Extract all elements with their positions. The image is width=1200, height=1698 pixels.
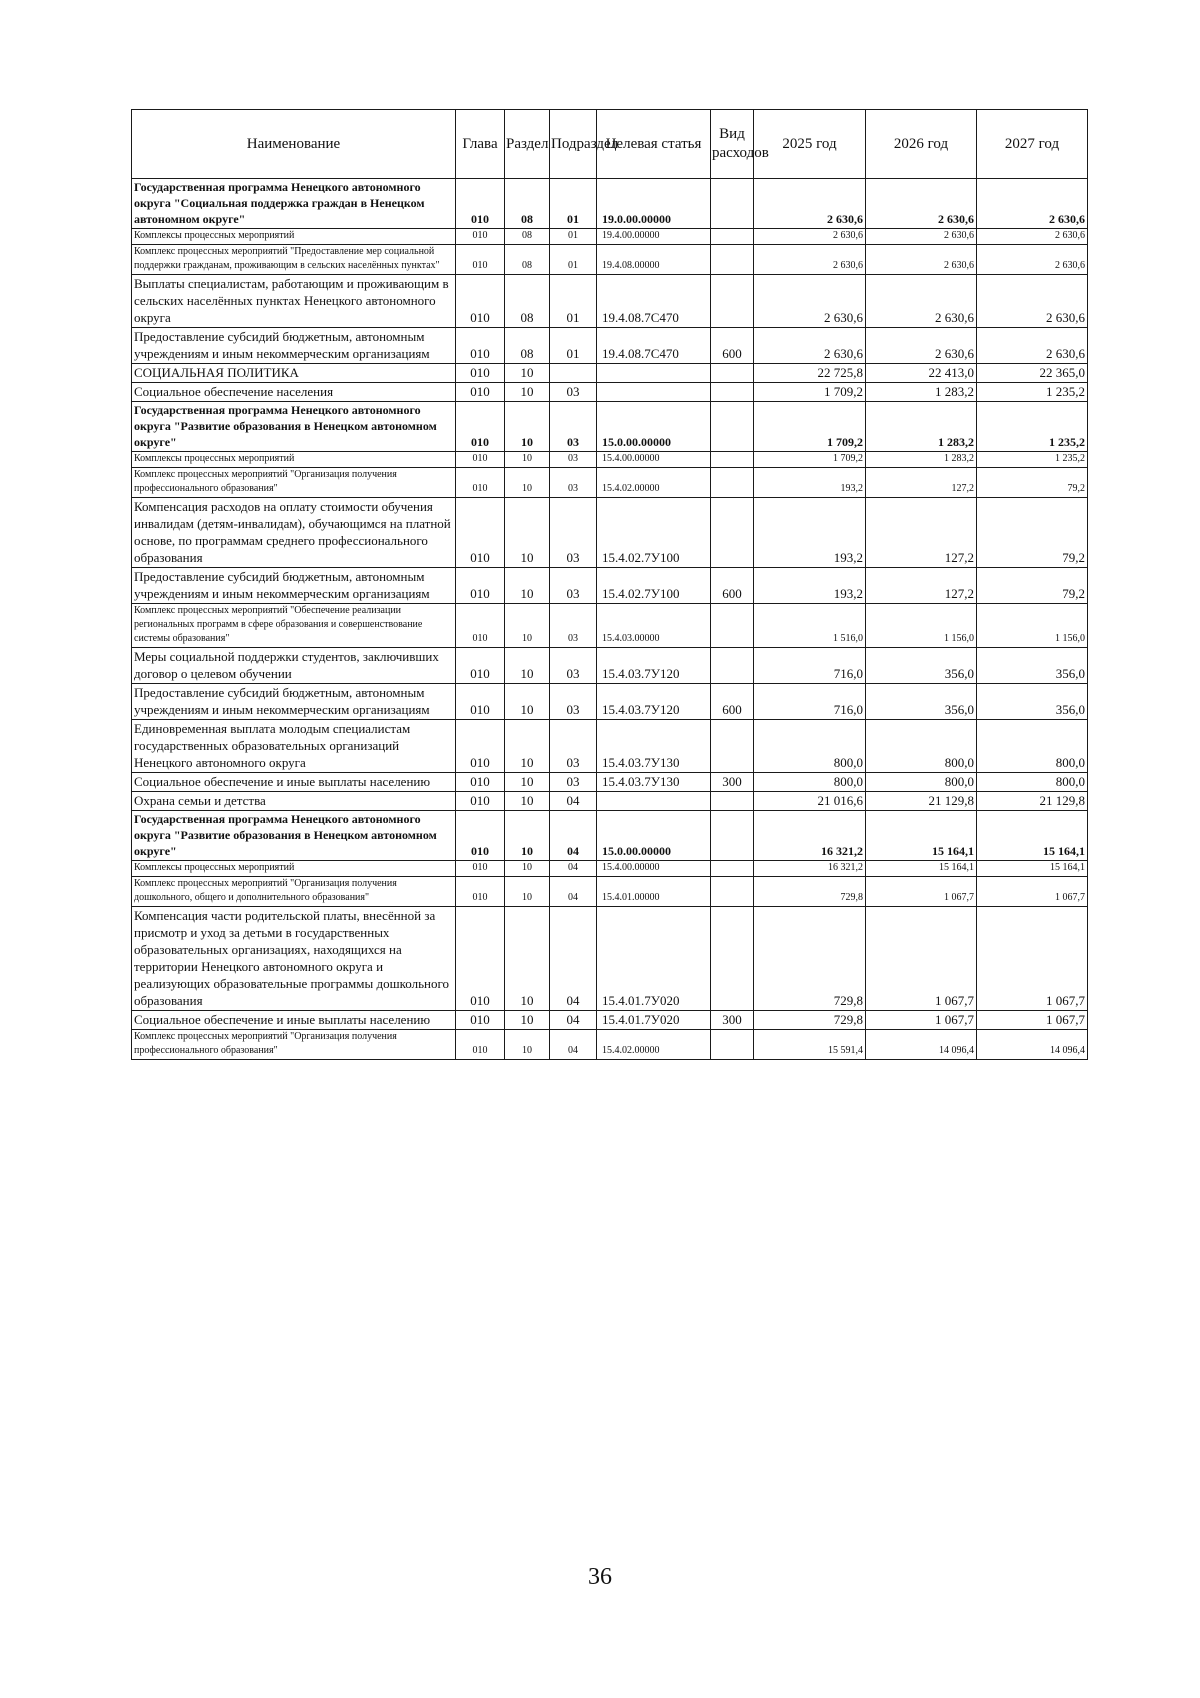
row-2026: 15 164,1 bbox=[866, 861, 977, 877]
row-vid: 600 bbox=[711, 328, 754, 364]
row-2026: 1 283,2 bbox=[866, 402, 977, 452]
row-vid bbox=[711, 877, 754, 907]
row-razdel: 10 bbox=[505, 1030, 550, 1060]
row-target: 15.0.00.00000 bbox=[597, 811, 711, 861]
row-2025: 1 709,2 bbox=[754, 402, 866, 452]
row-vid bbox=[711, 648, 754, 684]
row-2026: 127,2 bbox=[866, 468, 977, 498]
row-target: 19.4.00.00000 bbox=[597, 229, 711, 245]
table-row bbox=[132, 1030, 1088, 1060]
row-razdel: 10 bbox=[505, 568, 550, 604]
row-vid bbox=[711, 1030, 754, 1060]
row-2025: 716,0 bbox=[754, 684, 866, 720]
row-vid bbox=[711, 811, 754, 861]
row-target: 15.4.02.7У100 bbox=[597, 568, 711, 604]
row-target bbox=[597, 364, 711, 383]
row-name: Государственная программа Ненецкого автономного округа "Социальная поддержка граждан в Ненецком автономном округе" bbox=[132, 179, 456, 229]
budget-table bbox=[131, 109, 1088, 1060]
row-podrazdel: 03 bbox=[550, 604, 597, 648]
row-glava: 010 bbox=[456, 275, 505, 328]
row-target: 15.4.00.00000 bbox=[597, 452, 711, 468]
row-target: 19.0.00.00000 bbox=[597, 179, 711, 229]
row-2026: 1 067,7 bbox=[866, 1011, 977, 1030]
row-name: Социальное обеспечение и иные выплаты населению bbox=[132, 773, 456, 792]
row-2025: 800,0 bbox=[754, 773, 866, 792]
row-razdel: 08 bbox=[505, 328, 550, 364]
table-row bbox=[132, 402, 1088, 452]
row-2025: 800,0 bbox=[754, 720, 866, 773]
row-name: Компенсация части родительской платы, внесённой за присмотр и уход за детьми в государственных образовательных организациях, находящихся на территории Ненецкого автономного округа и реализующих образовательные программы дошкольного образования bbox=[132, 907, 456, 1011]
header-vid: Вид расходов bbox=[711, 110, 754, 179]
row-2026: 356,0 bbox=[866, 684, 977, 720]
row-glava: 010 bbox=[456, 179, 505, 229]
row-podrazdel: 01 bbox=[550, 275, 597, 328]
row-target: 15.4.03.7У120 bbox=[597, 648, 711, 684]
row-podrazdel: 03 bbox=[550, 498, 597, 568]
row-2026: 2 630,6 bbox=[866, 229, 977, 245]
row-vid bbox=[711, 452, 754, 468]
row-podrazdel: 04 bbox=[550, 1030, 597, 1060]
row-name: Единовременная выплата молодым специалистам государственных образовательных организаций Ненецкого автономного округа bbox=[132, 720, 456, 773]
row-target: 15.4.03.7У130 bbox=[597, 773, 711, 792]
row-name: Социальное обеспечение и иные выплаты населению bbox=[132, 1011, 456, 1030]
row-glava: 010 bbox=[456, 811, 505, 861]
row-2027: 1 235,2 bbox=[977, 452, 1088, 468]
row-glava: 010 bbox=[456, 229, 505, 245]
row-2027: 22 365,0 bbox=[977, 364, 1088, 383]
header-2027: 2027 год bbox=[977, 110, 1088, 179]
row-target: 15.4.01.7У020 bbox=[597, 1011, 711, 1030]
row-podrazdel: 04 bbox=[550, 1011, 597, 1030]
header-razdel: Раздел bbox=[505, 110, 550, 179]
row-glava: 010 bbox=[456, 720, 505, 773]
row-2026: 21 129,8 bbox=[866, 792, 977, 811]
table-row bbox=[132, 383, 1088, 402]
row-razdel: 10 bbox=[505, 773, 550, 792]
row-2026: 1 283,2 bbox=[866, 452, 977, 468]
row-2025: 21 016,6 bbox=[754, 792, 866, 811]
row-2026: 2 630,6 bbox=[866, 275, 977, 328]
row-2026: 2 630,6 bbox=[866, 245, 977, 275]
row-target: 15.4.01.7У020 bbox=[597, 907, 711, 1011]
row-2025: 2 630,6 bbox=[754, 328, 866, 364]
row-name: Комплекс процессных мероприятий "Организация получения профессионального образования" bbox=[132, 1030, 456, 1060]
row-razdel: 10 bbox=[505, 877, 550, 907]
row-2025: 1 516,0 bbox=[754, 604, 866, 648]
row-vid: 600 bbox=[711, 684, 754, 720]
row-2026: 127,2 bbox=[866, 498, 977, 568]
row-2026: 1 283,2 bbox=[866, 383, 977, 402]
row-podrazdel: 03 bbox=[550, 383, 597, 402]
row-2027: 1 067,7 bbox=[977, 907, 1088, 1011]
row-razdel: 10 bbox=[505, 684, 550, 720]
row-podrazdel: 04 bbox=[550, 907, 597, 1011]
row-2025: 729,8 bbox=[754, 877, 866, 907]
row-razdel: 08 bbox=[505, 179, 550, 229]
row-2027: 800,0 bbox=[977, 773, 1088, 792]
row-name: Меры социальной поддержки студентов, заключивших договор о целевом обучении bbox=[132, 648, 456, 684]
table-row bbox=[132, 468, 1088, 498]
row-podrazdel: 03 bbox=[550, 468, 597, 498]
row-target bbox=[597, 383, 711, 402]
row-2026: 14 096,4 bbox=[866, 1030, 977, 1060]
header-target: Целевая статья bbox=[597, 110, 711, 179]
table-row bbox=[132, 877, 1088, 907]
row-2025: 2 630,6 bbox=[754, 179, 866, 229]
row-2027: 79,2 bbox=[977, 498, 1088, 568]
table-row bbox=[132, 179, 1088, 229]
row-target: 15.4.03.7У120 bbox=[597, 684, 711, 720]
table-row bbox=[132, 684, 1088, 720]
row-2025: 1 709,2 bbox=[754, 383, 866, 402]
row-glava: 010 bbox=[456, 468, 505, 498]
row-2027: 800,0 bbox=[977, 720, 1088, 773]
table-row bbox=[132, 229, 1088, 245]
row-vid bbox=[711, 229, 754, 245]
row-razdel: 10 bbox=[505, 792, 550, 811]
row-2026: 1 156,0 bbox=[866, 604, 977, 648]
row-2025: 2 630,6 bbox=[754, 275, 866, 328]
row-razdel: 10 bbox=[505, 364, 550, 383]
row-target: 19.4.08.00000 bbox=[597, 245, 711, 275]
row-target: 15.4.02.00000 bbox=[597, 468, 711, 498]
row-vid bbox=[711, 604, 754, 648]
row-2027: 15 164,1 bbox=[977, 861, 1088, 877]
row-glava: 010 bbox=[456, 1030, 505, 1060]
row-2026: 1 067,7 bbox=[866, 877, 977, 907]
row-razdel: 10 bbox=[505, 498, 550, 568]
row-name: Комплекс процессных мероприятий "Предоставление мер социальной поддержки гражданам, проживающим в сельских населённых пунктах" bbox=[132, 245, 456, 275]
table-row bbox=[132, 720, 1088, 773]
row-2025: 15 591,4 bbox=[754, 1030, 866, 1060]
row-name: Комплексы процессных мероприятий bbox=[132, 229, 456, 245]
row-target bbox=[597, 792, 711, 811]
row-name: Компенсация расходов на оплату стоимости обучения инвалидам (детям-инвалидам), обучающимся на платной основе, по программам среднего профессионального образования bbox=[132, 498, 456, 568]
row-razdel: 08 bbox=[505, 245, 550, 275]
header-2025: 2025 год bbox=[754, 110, 866, 179]
row-vid bbox=[711, 275, 754, 328]
row-glava: 010 bbox=[456, 402, 505, 452]
row-vid bbox=[711, 383, 754, 402]
row-glava: 010 bbox=[456, 245, 505, 275]
row-name: Комплекс процессных мероприятий "Обеспечение реализации региональных программ в сфере образования и совершенствование системы образования" bbox=[132, 604, 456, 648]
row-razdel: 10 bbox=[505, 648, 550, 684]
row-glava: 010 bbox=[456, 383, 505, 402]
row-2027: 79,2 bbox=[977, 468, 1088, 498]
row-2027: 2 630,6 bbox=[977, 245, 1088, 275]
row-2026: 1 067,7 bbox=[866, 907, 977, 1011]
row-razdel: 10 bbox=[505, 604, 550, 648]
row-vid bbox=[711, 179, 754, 229]
row-vid bbox=[711, 720, 754, 773]
row-razdel: 10 bbox=[505, 861, 550, 877]
row-target: 15.4.02.7У100 bbox=[597, 498, 711, 568]
row-2025: 193,2 bbox=[754, 568, 866, 604]
table-row bbox=[132, 452, 1088, 468]
row-2027: 21 129,8 bbox=[977, 792, 1088, 811]
row-2027: 356,0 bbox=[977, 648, 1088, 684]
row-podrazdel: 03 bbox=[550, 568, 597, 604]
row-2025: 22 725,8 bbox=[754, 364, 866, 383]
row-2027: 1 156,0 bbox=[977, 604, 1088, 648]
table-row bbox=[132, 792, 1088, 811]
row-glava: 010 bbox=[456, 604, 505, 648]
row-podrazdel: 03 bbox=[550, 720, 597, 773]
row-name: Охрана семьи и детства bbox=[132, 792, 456, 811]
row-podrazdel: 03 bbox=[550, 773, 597, 792]
row-name: Предоставление субсидий бюджетным, автономным учреждениям и иным некоммерческим организациям bbox=[132, 684, 456, 720]
row-target: 19.4.08.7С470 bbox=[597, 328, 711, 364]
row-2027: 2 630,6 bbox=[977, 179, 1088, 229]
row-2025: 2 630,6 bbox=[754, 229, 866, 245]
row-razdel: 10 bbox=[505, 720, 550, 773]
row-2026: 2 630,6 bbox=[866, 179, 977, 229]
row-vid bbox=[711, 245, 754, 275]
row-podrazdel: 04 bbox=[550, 861, 597, 877]
row-podrazdel: 01 bbox=[550, 229, 597, 245]
row-target: 15.4.03.00000 bbox=[597, 604, 711, 648]
header-podrazdel: Подраздел bbox=[550, 110, 597, 179]
row-podrazdel: 04 bbox=[550, 811, 597, 861]
table-row bbox=[132, 245, 1088, 275]
row-2025: 729,8 bbox=[754, 1011, 866, 1030]
row-vid: 600 bbox=[711, 568, 754, 604]
row-vid bbox=[711, 468, 754, 498]
row-2027: 79,2 bbox=[977, 568, 1088, 604]
page-number: 36 bbox=[588, 1564, 612, 1590]
row-podrazdel: 03 bbox=[550, 684, 597, 720]
row-vid bbox=[711, 907, 754, 1011]
row-2027: 2 630,6 bbox=[977, 229, 1088, 245]
row-2025: 1 709,2 bbox=[754, 452, 866, 468]
row-glava: 010 bbox=[456, 568, 505, 604]
header-2026: 2026 год bbox=[866, 110, 977, 179]
row-glava: 010 bbox=[456, 364, 505, 383]
row-2026: 800,0 bbox=[866, 720, 977, 773]
row-2026: 2 630,6 bbox=[866, 328, 977, 364]
row-2025: 2 630,6 bbox=[754, 245, 866, 275]
row-2025: 16 321,2 bbox=[754, 811, 866, 861]
row-2026: 800,0 bbox=[866, 773, 977, 792]
row-podrazdel: 03 bbox=[550, 452, 597, 468]
row-glava: 010 bbox=[456, 861, 505, 877]
row-glava: 010 bbox=[456, 328, 505, 364]
table-row bbox=[132, 328, 1088, 364]
table-row bbox=[132, 648, 1088, 684]
row-name: Социальное обеспечение населения bbox=[132, 383, 456, 402]
row-podrazdel bbox=[550, 364, 597, 383]
table-row bbox=[132, 773, 1088, 792]
row-glava: 010 bbox=[456, 648, 505, 684]
row-podrazdel: 03 bbox=[550, 402, 597, 452]
table-row bbox=[132, 364, 1088, 383]
row-2027: 14 096,4 bbox=[977, 1030, 1088, 1060]
row-2025: 729,8 bbox=[754, 907, 866, 1011]
row-vid bbox=[711, 402, 754, 452]
row-name: Государственная программа Ненецкого автономного округа "Развитие образования в Ненецком автономном округе" bbox=[132, 811, 456, 861]
row-glava: 010 bbox=[456, 1011, 505, 1030]
row-podrazdel: 01 bbox=[550, 179, 597, 229]
row-name: Комплексы процессных мероприятий bbox=[132, 861, 456, 877]
row-razdel: 08 bbox=[505, 275, 550, 328]
row-glava: 010 bbox=[456, 684, 505, 720]
row-2026: 127,2 bbox=[866, 568, 977, 604]
row-razdel: 10 bbox=[505, 402, 550, 452]
row-2027: 2 630,6 bbox=[977, 275, 1088, 328]
row-vid bbox=[711, 792, 754, 811]
table-row bbox=[132, 275, 1088, 328]
row-glava: 010 bbox=[456, 907, 505, 1011]
row-vid: 300 bbox=[711, 1011, 754, 1030]
table-row bbox=[132, 568, 1088, 604]
row-name: СОЦИАЛЬНАЯ ПОЛИТИКА bbox=[132, 364, 456, 383]
row-2026: 22 413,0 bbox=[866, 364, 977, 383]
row-podrazdel: 03 bbox=[550, 648, 597, 684]
row-target: 15.4.03.7У130 bbox=[597, 720, 711, 773]
table-header-row bbox=[132, 110, 1088, 179]
row-name: Выплаты специалистам, работающим и проживающим в сельских населённых пунктах Ненецкого автономного округа bbox=[132, 275, 456, 328]
row-2027: 356,0 bbox=[977, 684, 1088, 720]
row-2026: 15 164,1 bbox=[866, 811, 977, 861]
row-2027: 15 164,1 bbox=[977, 811, 1088, 861]
row-razdel: 10 bbox=[505, 811, 550, 861]
row-razdel: 08 bbox=[505, 229, 550, 245]
table-row bbox=[132, 1011, 1088, 1030]
row-name: Государственная программа Ненецкого автономного округа "Развитие образования в Ненецком автономном округе" bbox=[132, 402, 456, 452]
row-glava: 010 bbox=[456, 792, 505, 811]
table-row bbox=[132, 861, 1088, 877]
row-target: 15.0.00.00000 bbox=[597, 402, 711, 452]
row-razdel: 10 bbox=[505, 907, 550, 1011]
row-name: Предоставление субсидий бюджетным, автономным учреждениям и иным некоммерческим организациям bbox=[132, 328, 456, 364]
row-vid bbox=[711, 498, 754, 568]
row-razdel: 10 bbox=[505, 452, 550, 468]
row-podrazdel: 01 bbox=[550, 245, 597, 275]
row-target: 15.4.02.00000 bbox=[597, 1030, 711, 1060]
row-vid: 300 bbox=[711, 773, 754, 792]
row-2025: 716,0 bbox=[754, 648, 866, 684]
row-razdel: 10 bbox=[505, 383, 550, 402]
row-target: 15.4.00.00000 bbox=[597, 861, 711, 877]
row-2027: 2 630,6 bbox=[977, 328, 1088, 364]
row-2025: 193,2 bbox=[754, 468, 866, 498]
table-row bbox=[132, 907, 1088, 1011]
row-vid bbox=[711, 364, 754, 383]
row-name: Предоставление субсидий бюджетным, автономным учреждениям и иным некоммерческим организациям bbox=[132, 568, 456, 604]
row-2025: 16 321,2 bbox=[754, 861, 866, 877]
table-row bbox=[132, 604, 1088, 648]
row-glava: 010 bbox=[456, 877, 505, 907]
row-razdel: 10 bbox=[505, 468, 550, 498]
row-name: Комплекс процессных мероприятий "Организация получения профессионального образования" bbox=[132, 468, 456, 498]
row-target: 15.4.01.00000 bbox=[597, 877, 711, 907]
row-2025: 193,2 bbox=[754, 498, 866, 568]
row-2027: 1 235,2 bbox=[977, 383, 1088, 402]
row-glava: 010 bbox=[456, 452, 505, 468]
table-row bbox=[132, 811, 1088, 861]
row-2026: 356,0 bbox=[866, 648, 977, 684]
row-podrazdel: 04 bbox=[550, 792, 597, 811]
row-glava: 010 bbox=[456, 498, 505, 568]
row-glava: 010 bbox=[456, 773, 505, 792]
row-podrazdel: 01 bbox=[550, 328, 597, 364]
row-razdel: 10 bbox=[505, 1011, 550, 1030]
row-name: Комплексы процессных мероприятий bbox=[132, 452, 456, 468]
row-name: Комплекс процессных мероприятий "Организация получения дошкольного, общего и дополнительного образования" bbox=[132, 877, 456, 907]
table-body bbox=[132, 179, 1088, 1060]
header-glava: Глава bbox=[456, 110, 505, 179]
row-2027: 1 235,2 bbox=[977, 402, 1088, 452]
row-2027: 1 067,7 bbox=[977, 877, 1088, 907]
table-row bbox=[132, 498, 1088, 568]
header-name: Наименование bbox=[132, 110, 456, 179]
row-target: 19.4.08.7С470 bbox=[597, 275, 711, 328]
row-2027: 1 067,7 bbox=[977, 1011, 1088, 1030]
row-podrazdel: 04 bbox=[550, 877, 597, 907]
row-vid bbox=[711, 861, 754, 877]
